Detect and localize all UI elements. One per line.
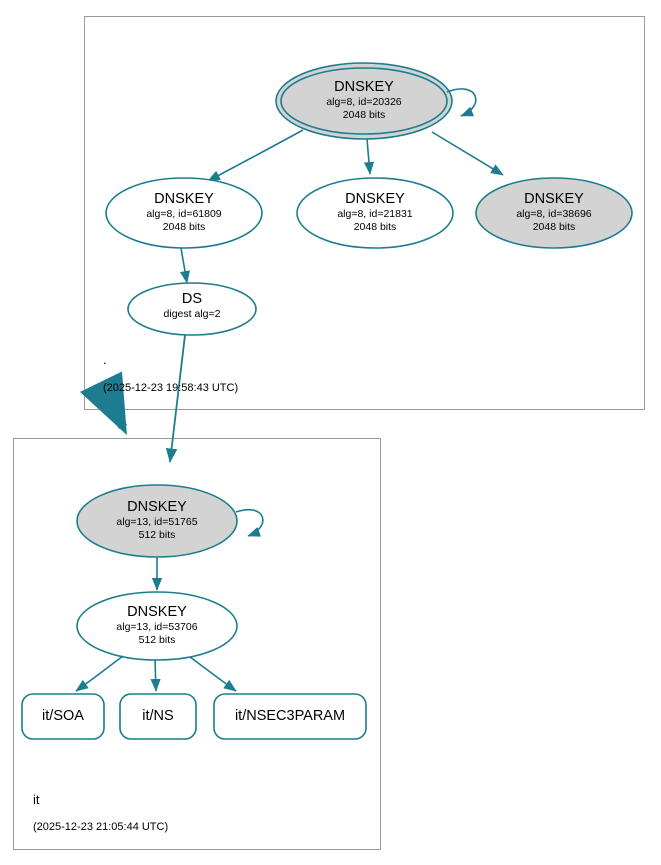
label-zsk-it-alg: alg=13, id=53706 — [116, 621, 198, 633]
node-zsk-38696[interactable] — [476, 178, 632, 248]
label-zsk-21831-title: DNSKEY — [345, 191, 405, 207]
label-it-ns: it/NS — [142, 708, 174, 724]
node-it-soa[interactable] — [22, 694, 104, 739]
label-ds-it-title: DS — [181, 291, 203, 307]
zone-date-root: (2025-12-23 19:58:43 UTC) — [103, 382, 239, 394]
node-it-nsec3param[interactable] — [214, 694, 366, 739]
label-ksk-root-size: 2048 bits — [342, 109, 386, 121]
label-zsk-38696-alg: alg=8, id=38696 — [516, 208, 592, 220]
label-ksk-root-alg: alg=8, id=20326 — [326, 96, 402, 108]
label-ksk-it-alg: alg=13, id=51765 — [116, 516, 198, 528]
zone-label-it: it — [33, 792, 40, 807]
label-ds-it-digest: digest alg=2 — [163, 308, 221, 320]
label-zsk-61809-title: DNSKEY — [154, 191, 214, 207]
label-ksk-it-title: DNSKEY — [127, 499, 187, 515]
node-ds-it[interactable] — [128, 283, 256, 335]
label-zsk-61809-size: 2048 bits — [162, 221, 206, 233]
label-zsk-61809-alg: alg=8, id=61809 — [146, 208, 222, 220]
label-zsk-21831-alg: alg=8, id=21831 — [337, 208, 413, 220]
label-ksk-root-title: DNSKEY — [334, 79, 394, 95]
label-zsk-38696-size: 2048 bits — [532, 221, 576, 233]
label-ksk-it-size: 512 bits — [138, 529, 176, 541]
label-zsk-38696-title: DNSKEY — [524, 191, 584, 207]
node-ksk-root[interactable] — [276, 63, 452, 139]
node-ksk-it[interactable] — [77, 485, 237, 557]
node-zsk-61809[interactable] — [106, 178, 262, 248]
zone-date-it: (2025-12-23 21:05:44 UTC) — [33, 821, 169, 833]
zone-label-root: . — [103, 352, 107, 367]
label-zsk-it-size: 512 bits — [138, 634, 176, 646]
label-it-nsec3param: it/NSEC3PARAM — [234, 708, 346, 724]
label-it-soa: it/SOA — [42, 708, 84, 724]
node-it-ns[interactable] — [120, 694, 196, 739]
node-zsk-it[interactable] — [77, 592, 237, 660]
node-zsk-21831[interactable] — [297, 178, 453, 248]
label-zsk-it-title: DNSKEY — [127, 604, 187, 620]
label-zsk-21831-size: 2048 bits — [353, 221, 397, 233]
